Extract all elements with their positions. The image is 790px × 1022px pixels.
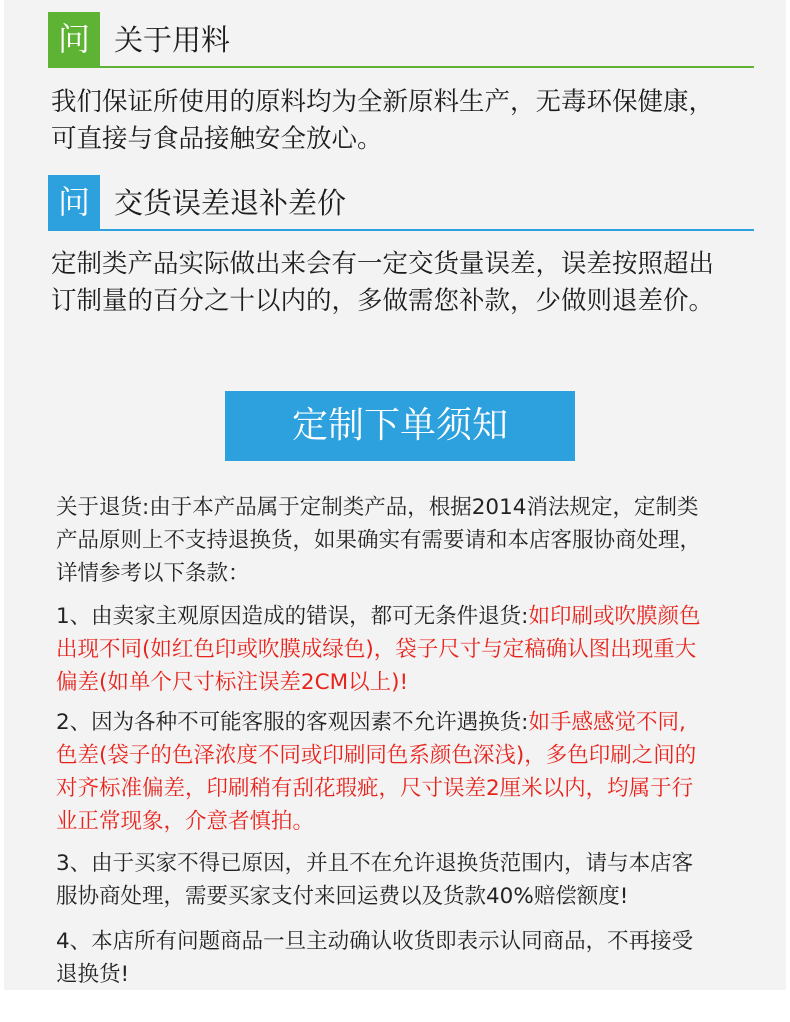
notice-item-4 (56, 925, 756, 991)
notice-text: 2、因为各种不可能客服的客观因素不允许遇换货: (56, 710, 529, 735)
section-body-delivery (51, 246, 776, 320)
notice-highlight: 色差(袋子的色泽浓度不同或印刷同色系颜色深浅)，多色印刷之间的 (56, 743, 697, 768)
section-title: 关于用料 (114, 23, 231, 57)
notice-text: 1、由卖家主观原因造成的错误，都可无条件退货: (56, 604, 529, 629)
notice-line: 3、由于买家不得已原因，并且不在允许退换货范围内，请与本店客 (56, 851, 694, 876)
notice-line (56, 600, 756, 633)
section-title: 交货误差退补差价 (114, 186, 347, 220)
section-header-delivery (48, 175, 754, 231)
section-body-materials (51, 84, 776, 158)
order-notice-banner: 定制下单须知 (225, 391, 575, 461)
body-line: 可直接与食品接触安全放心。 (51, 124, 383, 154)
notice-item-3 (56, 847, 756, 913)
notice-highlight: 对齐标准偏差，印刷稍有刮花瑕疵，尺寸误差2厘米以内，均属于行 (56, 776, 694, 801)
question-badge: 问 (48, 175, 100, 229)
notice-item-1 (56, 600, 756, 699)
notice-item-2 (56, 706, 756, 838)
notice-highlight: 如手感感觉不同, (528, 710, 686, 735)
body-line: 定制类产品实际做出来会有一定交货量误差，误差按照超出 (51, 249, 715, 279)
body-line: 订制量的百分之十以内的，多做需您补款，少做则退差价。 (51, 286, 715, 316)
notice-line: 4、本店所有问题商品一旦主动确认收货即表示认同商品，不再接受 (56, 929, 694, 954)
notice-line: 关于退货:由于本产品属于定制类产品，根据2014消法规定，定制类 (56, 495, 699, 520)
notice-line: 产品原则上不支持退换货，如果确实有需要请和本店客服协商处理， (56, 528, 702, 553)
section-divider (48, 66, 754, 68)
notice-highlight: 如印刷或吹膜颜色 (528, 604, 701, 629)
content-panel (4, 0, 786, 990)
notice-intro (56, 491, 756, 590)
notice-line: 退换货! (56, 962, 130, 987)
body-line: 我们保证所使用的原料均为全新原料生产，无毒环保健康， (51, 87, 715, 117)
notice-highlight: 业正常现象，介意者慎拍。 (56, 809, 315, 834)
notice-line (56, 706, 756, 739)
question-badge: 问 (48, 12, 100, 66)
notice-highlight: 出现不同(如红色印或吹膜成绿色)，袋子尺寸与定稿确认图出现重大 (56, 637, 697, 662)
notice-line: 服协商处理，需要买家支付来回运费以及货款40%赔偿额度! (56, 884, 629, 909)
notice-line: 详情参考以下条款： (56, 561, 250, 586)
notice-highlight: 偏差(如单个尺寸标注误差2CM以上)! (56, 670, 409, 695)
section-divider (48, 229, 754, 231)
section-header-materials (48, 12, 754, 68)
